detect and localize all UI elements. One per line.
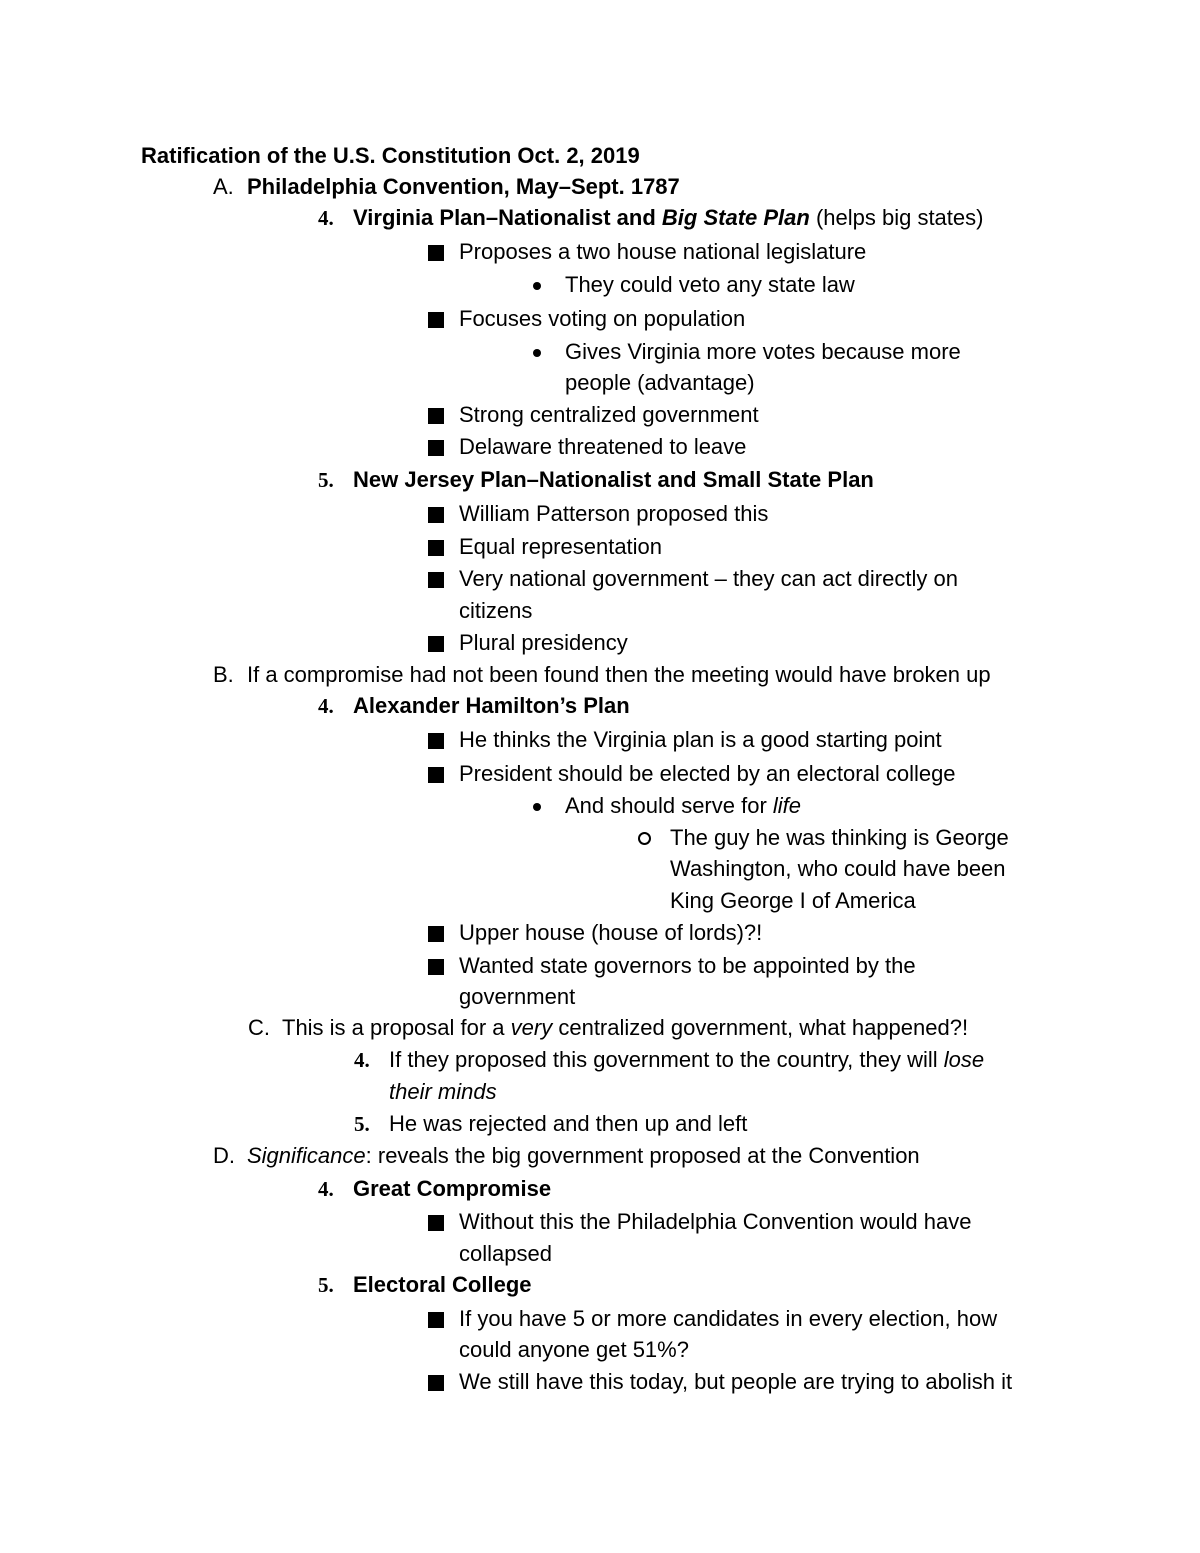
line-text: Alexander Hamilton’s Plan xyxy=(353,693,630,718)
line-text: Washington, who could have been xyxy=(670,856,1006,881)
square-bullet-icon xyxy=(428,1215,444,1231)
square-bullet-icon xyxy=(428,245,444,261)
square-bullet-icon xyxy=(428,926,444,942)
line-text: Without this the Philadelphia Convention would have xyxy=(459,1209,972,1234)
dot-bullet-icon xyxy=(533,349,541,357)
outline-line xyxy=(459,401,759,429)
line-text: lose xyxy=(943,1047,985,1072)
list-number: 4. xyxy=(318,206,334,230)
outline-line xyxy=(459,305,745,333)
line-text: King George I of America xyxy=(670,888,916,913)
line-text: life xyxy=(772,793,802,818)
line-text: If they proposed this government to the country, they will xyxy=(389,1047,944,1072)
line-text: Focuses voting on population xyxy=(459,306,746,331)
line-text: Electoral College xyxy=(353,1272,532,1297)
line-text: their minds xyxy=(389,1079,497,1104)
line-text: They could veto any state law xyxy=(565,272,855,297)
line-text: Strong centralized government xyxy=(459,402,759,427)
line-text: Gives Virginia more votes because more xyxy=(565,339,961,364)
line-text: Wanted state governors to be appointed by the xyxy=(459,953,916,978)
outline-line xyxy=(565,338,961,366)
list-letter: A. xyxy=(213,174,234,199)
line-text: Significance xyxy=(247,1143,366,1168)
line-text: The guy he was thinking is George xyxy=(670,825,1009,850)
line-text: very xyxy=(510,1015,553,1040)
line-text: collapsed xyxy=(459,1241,552,1266)
outline-line xyxy=(670,824,1009,852)
outline-line xyxy=(459,760,956,788)
line-text: Virginia Plan–Nationalist and xyxy=(353,205,662,230)
line-text: This is a proposal for a xyxy=(282,1015,511,1040)
list-number: 4. xyxy=(318,1177,334,1201)
outline-line xyxy=(459,1368,1012,1396)
line-text: Proposes a two house national legislature xyxy=(459,239,867,264)
line-text: If a compromise had not been found then the meeting would have broken up xyxy=(247,662,991,687)
square-bullet-icon xyxy=(428,408,444,424)
line-text: We still have this today, but people are trying to abolish it xyxy=(459,1369,1013,1394)
outline-line xyxy=(459,1240,552,1268)
outline-line xyxy=(247,1142,920,1170)
line-text: citizens xyxy=(459,598,533,623)
outline-line xyxy=(459,1208,971,1236)
outline-line xyxy=(459,983,575,1011)
square-bullet-icon xyxy=(428,1375,444,1391)
line-text: (helps big states) xyxy=(809,205,984,230)
line-text: Philadelphia Convention, May–Sept. 1787 xyxy=(247,174,680,199)
outline-line xyxy=(459,1305,997,1333)
outline-line xyxy=(459,533,662,561)
outline-line xyxy=(459,1336,689,1364)
list-number: 5. xyxy=(318,1273,334,1297)
line-text: Equal representation xyxy=(459,534,663,559)
outline-line xyxy=(565,271,855,299)
list-letter: D. xyxy=(213,1143,235,1168)
line-text: could anyone get 51%? xyxy=(459,1337,689,1362)
outline-line xyxy=(247,173,680,201)
square-bullet-icon xyxy=(428,540,444,556)
line-text: Plural presidency xyxy=(459,630,628,655)
line-text: New Jersey Plan–Nationalist and Small State Plan xyxy=(353,467,874,492)
outline-line xyxy=(670,887,916,915)
square-bullet-icon xyxy=(428,312,444,328)
outline-line xyxy=(459,726,942,754)
line-text: Great Compromise xyxy=(353,1176,552,1201)
square-bullet-icon xyxy=(428,959,444,975)
line-text: Big State Plan xyxy=(661,205,810,230)
circle-bullet-icon xyxy=(638,832,651,845)
outline-line xyxy=(353,692,630,720)
outline-line xyxy=(459,919,762,947)
line-text: people (advantage) xyxy=(565,370,755,395)
outline-line xyxy=(459,565,958,593)
outline-line xyxy=(389,1110,747,1138)
square-bullet-icon xyxy=(428,733,444,749)
dot-bullet-icon xyxy=(533,803,541,811)
square-bullet-icon xyxy=(428,1312,444,1328)
outline-line xyxy=(389,1046,984,1074)
list-letter: B. xyxy=(213,662,234,687)
outline-line xyxy=(459,597,532,625)
outline-line xyxy=(353,204,983,232)
line-text: And should serve for xyxy=(565,793,773,818)
outline-line xyxy=(459,433,746,461)
outline-line xyxy=(565,792,801,820)
outline-line xyxy=(459,500,768,528)
outline-line xyxy=(247,661,991,689)
dot-bullet-icon xyxy=(533,282,541,290)
outline-line xyxy=(353,466,874,494)
outline-line xyxy=(670,855,1006,883)
line-text: Upper house (house of lords)?! xyxy=(459,920,763,945)
line-text: Very national government – they can act directly on xyxy=(459,566,958,591)
square-bullet-icon xyxy=(428,440,444,456)
outline-line xyxy=(459,629,628,657)
line-text: centralized government, what happened?! xyxy=(552,1015,969,1040)
list-number: 5. xyxy=(318,468,334,492)
document-title: Ratification of the U.S. Constitution Oct. 2, 2019 xyxy=(141,143,640,168)
list-letter: C. xyxy=(248,1015,270,1040)
outline-line xyxy=(459,238,866,266)
line-text: Delaware threatened to leave xyxy=(459,434,747,459)
line-text: government xyxy=(459,984,576,1009)
list-number: 5. xyxy=(354,1112,370,1136)
outline-line xyxy=(459,952,916,980)
line-text: President should be elected by an electoral college xyxy=(459,761,956,786)
line-text: He thinks the Virginia plan is a good starting point xyxy=(459,727,942,752)
line-text: If you have 5 or more candidates in every election, how xyxy=(459,1306,998,1331)
outline-line xyxy=(565,369,755,397)
list-number: 4. xyxy=(318,694,334,718)
line-text: : reveals the big government proposed at the Convention xyxy=(365,1143,920,1168)
line-text: He was rejected and then up and left xyxy=(389,1111,748,1136)
list-number: 4. xyxy=(354,1048,370,1072)
line-text: William Patterson proposed this xyxy=(459,501,769,526)
outline-line xyxy=(353,1175,551,1203)
outline-line xyxy=(282,1014,968,1042)
square-bullet-icon xyxy=(428,507,444,523)
outline-line xyxy=(389,1078,497,1106)
square-bullet-icon xyxy=(428,636,444,652)
outline-line xyxy=(353,1271,532,1299)
square-bullet-icon xyxy=(428,767,444,783)
square-bullet-icon xyxy=(428,572,444,588)
